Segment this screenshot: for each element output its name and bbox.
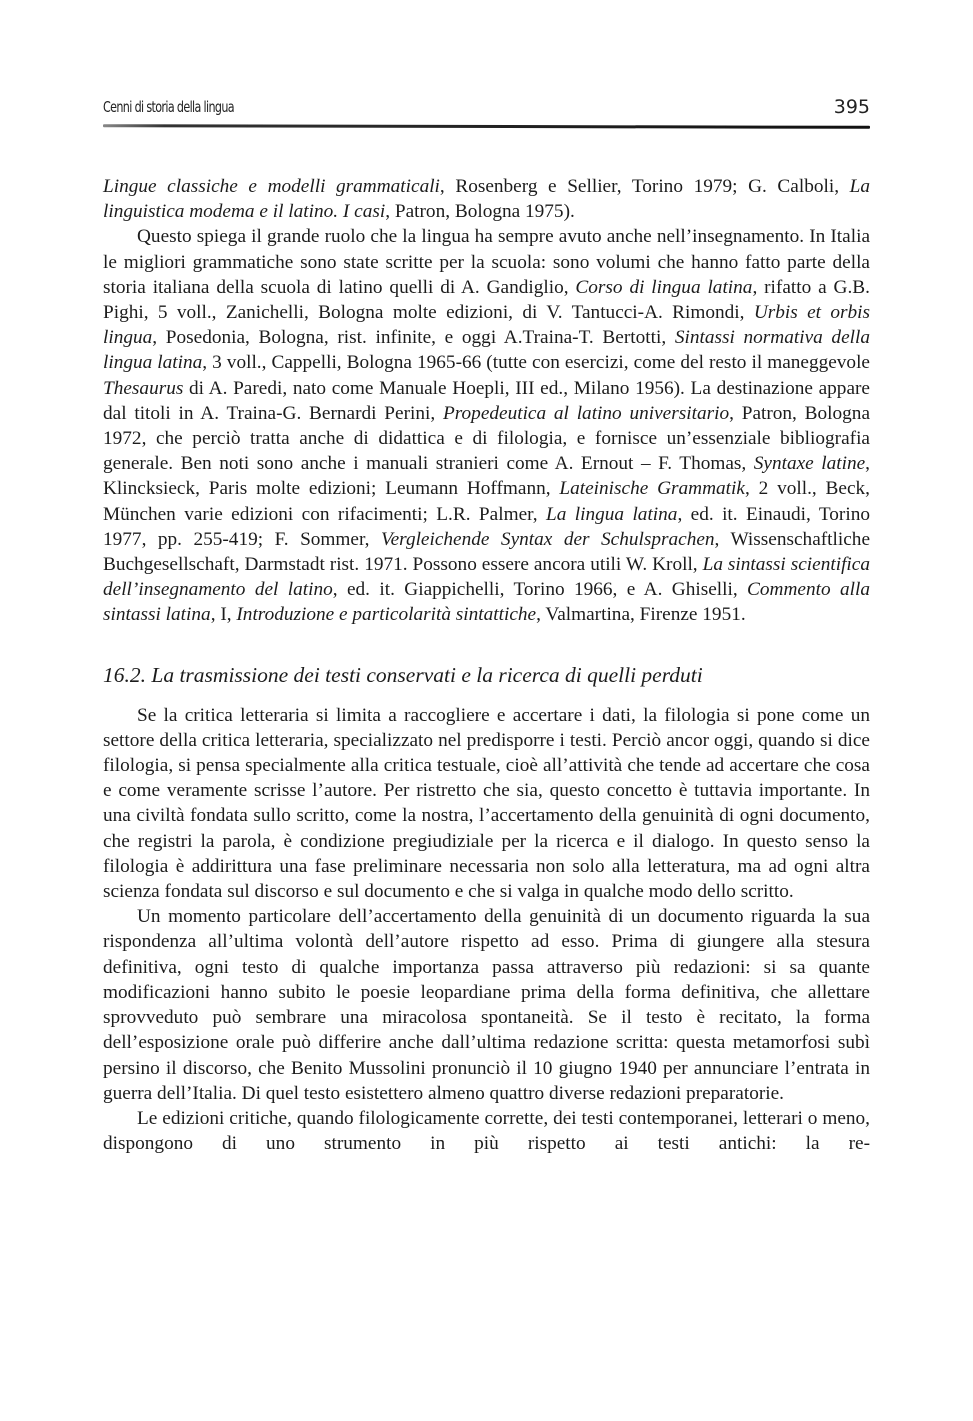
book-title: Propedeutica al latino universitario	[442, 402, 730, 424]
page-body	[103, 174, 870, 1156]
book-title: Introduzione e particolarità sintattiche	[236, 604, 537, 626]
book-title: Lingue classiche e modelli grammaticali	[103, 176, 440, 197]
paragraph-bibliography-continuation: Lingue classiche e modelli grammaticali, Rosenberg e Sellier, Torino 1979; G. Calboli, La linguistica modema e il latino. I casi, Patron, Bologna 1975).	[103, 176, 870, 223]
book-title: Urbis et orbis lingua	[103, 302, 870, 349]
book-title: La lingua latina	[546, 503, 678, 525]
book-title: Vergleichende Syntax der Schulsprachen	[380, 528, 715, 550]
book-title: Sintassi normativa della lingua latina	[103, 327, 870, 374]
page-header	[103, 96, 870, 120]
book-title: Thesaurus	[103, 377, 184, 399]
paragraph-grammars: Questo spiega il grande ruolo che la lingua ha sempre avuto anche nell’insegnamento. In Italia le migliori grammatiche sono state scritte per la scuola: sono volumi che hanno fatto parte della storia italiana della scuola di latino quelli di A. Gandiglio, Corso di lingua latina, rifatto a G.B. Pighi, 5 voll., Zanichelli, Bologna molte edizioni, di V. Tantucci-A. Rimondi, Urbis et orbis lingua, Posedonia, Bologna, rist. infinite, e oggi A.Traina-T. Bertotti, Sintassi normativa della lingua latina, 3 voll., Cappelli, Bologna 1965-66 (tutte con esercizi, come del resto il maneggevole Thesaurus di A. Paredi, nato come Manuale Hoepli, III ed., Milano 1956). La destinazione appare dal titoli in A. Traina-G. Bernardi Perini, Propedeutica al latino universitario, Patron, Bologna 1972, che perciò tratta anche di didattica e di filologia, e fornisce un’essenziale bibliografia generale. Ben noti sono anche i manuali stranieri come A. Ernout – F. Thomas, Syntaxe latine, Klincksieck, Paris molte edizioni; Leumann Hoffmann, Lateinische Grammatik, 2 voll., Beck, München varie edizioni con rifacimenti; L.R. Palmer, La lingua latina, ed. it. Einaudi, Torino 1977, pp. 255-419; F. Sommer, Vergleichende Syntax der Schulsprachen, Wissenschaftliche Buchgesellschaft, Darmstadt rist. 1971. Possono essere ancora utili W. Kroll, La sintassi scientifica dell’insegnamento del latino, ed. it. Giappichelli, Torino 1966, e A. Ghiselli, Commento alla sintassi latina, I, Introduzione e particolarità sintattiche, Valmartina, Firenze 1951.	[103, 226, 871, 626]
book-title: Commento alla sintassi latina	[103, 579, 870, 626]
book-title: , Syntaxe latine	[741, 453, 866, 475]
book-title: La sintassi scientifica dell’insegnamento del latino	[103, 554, 870, 601]
paragraph-critical-editions: Le edizioni critiche, quando filologicamente corrette, dei testi contemporanei, letterari o meno, dispongono di uno strumento in più rispetto ai testi antichi: la re-	[103, 1107, 870, 1155]
page-number: 395	[833, 96, 870, 118]
header-rule	[103, 124, 870, 129]
book-title: Corso di lingua latina	[575, 276, 753, 298]
running-head: Cenni di storia della lingua	[103, 98, 234, 116]
section-heading: 16.2. La trasmissione dei testi conservati e la ricerca di quelli perduti	[103, 662, 703, 687]
book-title: La linguistica modema e il latino. I casi	[103, 176, 870, 223]
book-title: Lateinische Grammatik	[559, 478, 745, 500]
paragraph-author-will: Un momento particolare dell’accertamento della genuinità di un documento riguarda la sua rispondenza all’ultima volontà dell’autore rispetto ad esso. Prima di giungere alla stesura definitiva, ogni testo di qualche importanza passa attraverso più redazioni: si sa quante modificazioni hanno subito le poesie leopardiane prima della forma definitiva, che allettare sprovveduto può sembrare una miracolosa spontaneità. Se il testo è recitato, la forma dell’esposizione orale può differire anche dall’ultima redazione scritta: questa metamorfosi subì persino il discorso, che Benito Mussolini pronunciò il 10 giugno 1940 per annunciare l’entrata in guerra dell’Italia. Di quel testo esistettero almeno quattro diverse redazioni preparatorie.	[103, 906, 870, 1104]
paragraph-philology: Se la critica letteraria si limita a raccogliere e accertare i dati, la filologia si pone come un settore della critica letteraria, specializzato nel predisporre i testi. Perciò ancor oggi, quando si dice filologia, si pensa specialmente alla critica testuale, cioè all’attività che tende ad accertare che cosa e come veramente scrisse l’autore. Per ristretto che sia, questo concetto è tuttavia importante. In una civiltà fondata sullo scritto, come la nostra, l’accertamento della genuinità di ogni documento, che registri la parola, è condizione pregiudiziale per la ricerca e il dialogo. In questo senso la filologia è addirittura una fase preliminare necessaria non solo alla letteratura, ma ad ogni altra scienza fondata sul discorso e sul documento e che si valga in qualche modo dello scritto.	[103, 704, 870, 903]
